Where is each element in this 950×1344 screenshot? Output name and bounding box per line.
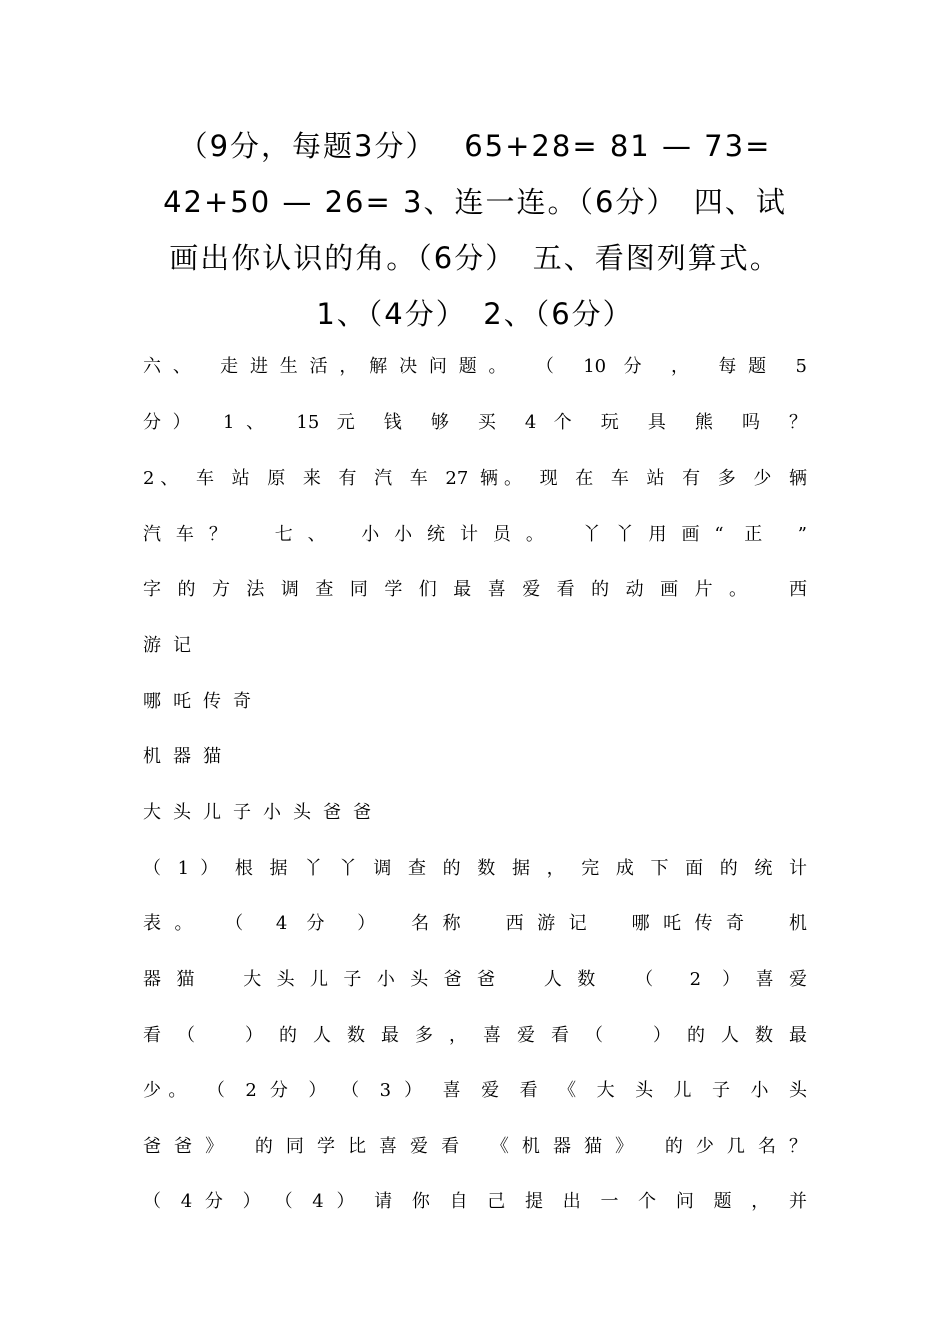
question-3-body: 爸爸》 的同学比喜爱看 《机器猫》 的少几名？ bbox=[143, 1136, 807, 1157]
problem-six-question-2: 2、 车 站 原 来 有 汽 车 27 辆。 现 在 车 站 有 多 少 辆 bbox=[143, 468, 807, 489]
problem-seven-text: 字的方法调查同学们最喜爱看的动画片。 西 bbox=[143, 579, 807, 600]
question-4-start: （ 4 分 ） （ 4 ） 请 你 自 己 提 出 一 个 问 题 ， 并 bbox=[143, 1191, 807, 1212]
heading-line-1: （9分，每题3分） 65+28= 81 — 73= bbox=[178, 129, 772, 163]
cartoon-datouerzi: 大头儿子小头爸爸 bbox=[143, 802, 383, 823]
question-2-body: 看（ ）的人数最多，喜爱看（ ）的人数最 bbox=[143, 1025, 807, 1046]
problem-six-intro: 六、 走进生活，解决问题。 （ 10 分 ， 每题 5 bbox=[143, 356, 807, 377]
cartoon-jiqimao: 机器猫 bbox=[143, 746, 233, 767]
problem-six-question-1: 分） 1、 15 元 钱 够 买 4 个 玩 具 熊 吗 ？ bbox=[143, 412, 807, 433]
question-2-start: 器猫 大头儿子小头爸爸 人数 （ 2 ）喜爱 bbox=[143, 969, 807, 990]
question-3-start: 少。 （ 2 分 ） （ 3 ） 喜 爱 看 《 大 头 儿 子 小 头 bbox=[143, 1080, 807, 1101]
heading-line-4: 1、（4分） 2、（6分） bbox=[316, 297, 634, 331]
question-1: （ 1 ） 根 据 丫 丫 调 查 的 数 据 ， 完 成 下 面 的 统 计 bbox=[143, 858, 807, 879]
cartoon-xiyouji: 游记 bbox=[143, 635, 203, 656]
question-1-table: 表。 （ 4 分 ） 名称 西游记 哪吒传奇 机 bbox=[143, 913, 807, 934]
cartoon-nezha: 哪吒传奇 bbox=[143, 691, 263, 712]
heading-line-3: 画出你认识的角。（6分） 五、看图列算式。 bbox=[169, 241, 781, 275]
heading-line-2: 42+50 — 26= 3、连一连。（6分） 四、试 bbox=[163, 185, 787, 219]
problem-seven-intro: 汽车？ 七、 小小统计员。 丫丫用画“ 正 ” bbox=[143, 524, 807, 545]
